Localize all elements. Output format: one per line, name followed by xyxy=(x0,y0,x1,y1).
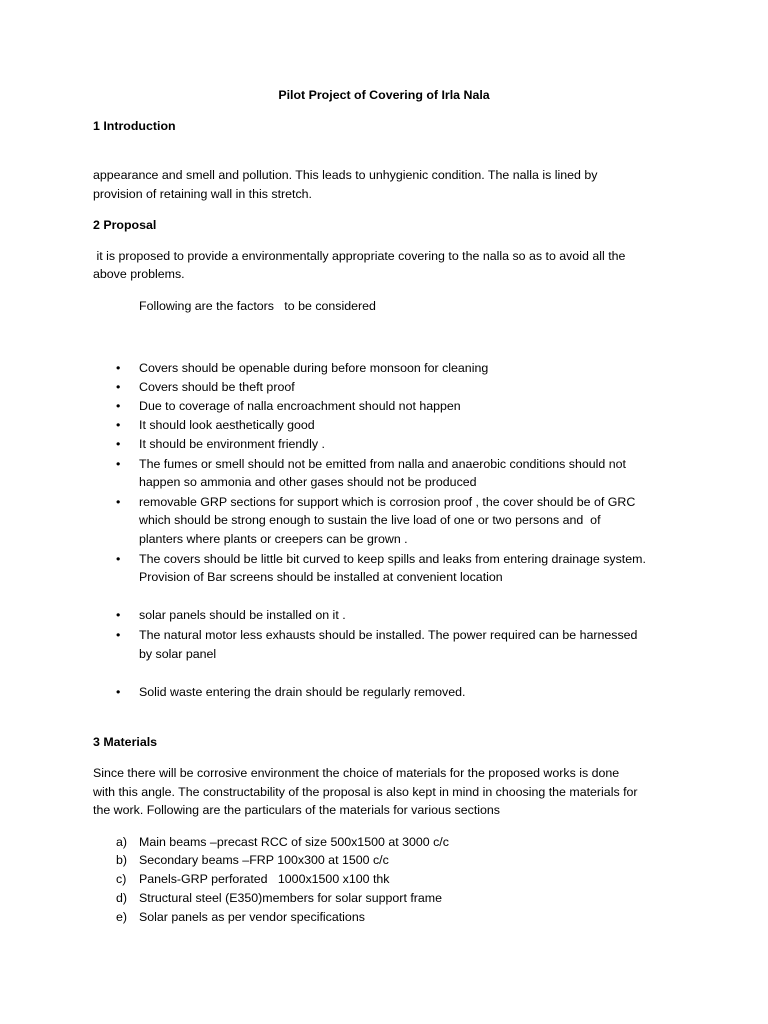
materials-line: Since there will be corrosive environment the choice of materials for the proposed works is done xyxy=(93,766,620,780)
bullet-item-text: It should look aesthetically good xyxy=(139,418,315,432)
bullet-item-text: Covers should be openable during before monsoon for cleaning xyxy=(139,361,489,375)
bullet-marker: • xyxy=(116,418,121,432)
bullet-item-text: It should be environment friendly . xyxy=(139,437,325,451)
bullet-item-text: removable GRP sections for support which is corrosion proof , the cover should be of GRC xyxy=(139,495,636,509)
bullet-item-text: solar panels should be installed on it . xyxy=(139,608,346,622)
list-item-text: Structural steel (E350)members for solar support frame xyxy=(139,891,442,905)
list-item-text: Solar panels as per vendor specifications xyxy=(139,910,365,924)
materials-line: with this angle. The constructability of the proposal is also kept in mind in choosing the materials for xyxy=(93,785,638,799)
bullet-marker: • xyxy=(116,608,121,622)
intro-line: appearance and smell and pollution. This leads to unhygienic condition. The nalla is lined by xyxy=(93,168,598,182)
list-item-label: c) xyxy=(116,872,127,886)
list-item-label: e) xyxy=(116,910,128,924)
bullet-item-text: by solar panel xyxy=(139,647,217,661)
bullet-marker: • xyxy=(116,495,121,509)
bullet-item-text: planters where plants or creepers can be grown . xyxy=(139,532,408,546)
bullet-item-text: Due to coverage of nalla encroachment should not happen xyxy=(139,399,461,413)
bullet-marker: • xyxy=(116,457,121,471)
bullet-item-text: The natural motor less exhausts should be installed. The power required can be harnessed xyxy=(139,628,638,642)
bullet-marker: • xyxy=(116,552,121,566)
bullet-marker: • xyxy=(116,685,121,699)
list-item-text: Main beams –precast RCC of size 500x1500 at 3000 c/c xyxy=(139,835,449,849)
bullet-marker: • xyxy=(116,437,121,451)
factors-intro: Following are the factors to be considered xyxy=(139,299,376,313)
intro-line: provision of retaining wall in this stretch. xyxy=(93,187,313,201)
bullet-marker: • xyxy=(116,399,121,413)
proposal-line: it is proposed to provide a environmentally appropriate covering to the nalla so as to avoid all the xyxy=(93,249,626,263)
bullet-item-text: Provision of Bar screens should be installed at convenient location xyxy=(139,570,503,584)
bullet-item-text: The covers should be little bit curved to keep spills and leaks from entering drainage system. xyxy=(139,552,646,566)
list-item-label: d) xyxy=(116,891,128,905)
bullet-marker: • xyxy=(116,361,121,375)
bullet-item-text: The fumes or smell should not be emitted from nalla and anaerobic conditions should not xyxy=(139,457,626,471)
bullet-item-text: Covers should be theft proof xyxy=(139,380,295,394)
list-item-label: a) xyxy=(116,835,128,849)
bullet-item-text: Solid waste entering the drain should be regularly removed. xyxy=(139,685,466,699)
bullet-marker: • xyxy=(116,628,121,642)
materials-line: the work. Following are the particulars of the materials for various sections xyxy=(93,803,501,817)
bullet-marker: • xyxy=(116,380,121,394)
bullet-item-text: happen so ammonia and other gases should not be produced xyxy=(139,475,477,489)
list-item-text: Panels-GRP perforated 1000x1500 x100 thk xyxy=(139,872,390,886)
proposal-line: above problems. xyxy=(93,267,185,281)
heading-proposal: 2 Proposal xyxy=(93,218,157,232)
document-title: Pilot Project of Covering of Irla Nala xyxy=(278,88,490,102)
bullet-item-text: which should be strong enough to sustain the live load of one or two persons and of xyxy=(139,513,601,527)
list-item-text: Secondary beams –FRP 100x300 at 1500 c/c xyxy=(139,853,389,867)
heading-introduction: 1 Introduction xyxy=(93,119,176,133)
list-item-label: b) xyxy=(116,853,128,867)
heading-materials: 3 Materials xyxy=(93,735,158,749)
